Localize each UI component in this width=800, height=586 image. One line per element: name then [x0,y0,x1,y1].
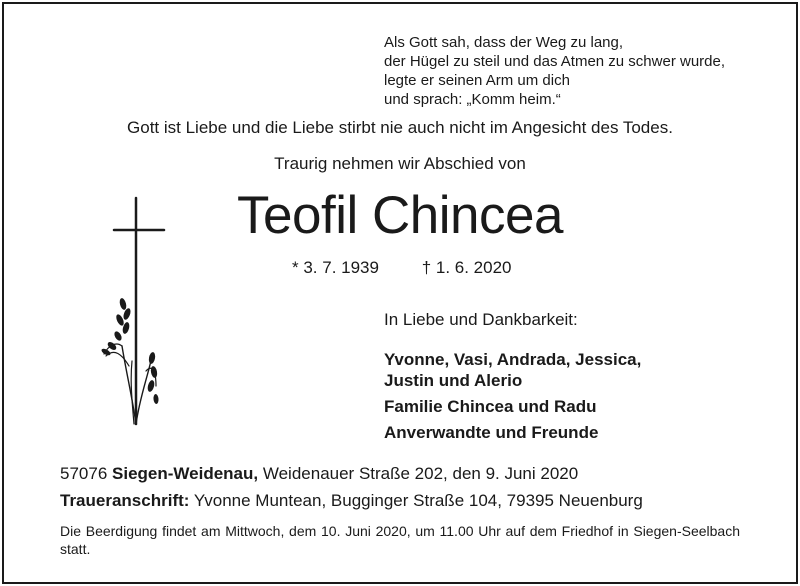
family-line: Yvonne, Vasi, Andrada, Jessica, [384,350,642,369]
life-dates [292,258,512,278]
family-line: Familie Chincea und Radu [384,397,597,416]
death-date: † 1. 6. 2020 [421,258,512,277]
intro-text: Traurig nehmen wir Abschied von [274,154,526,173]
cross-with-wheat-icon [96,196,176,426]
postal-code: 57076 [60,464,108,483]
address-block [60,460,643,514]
street-date: Weidenauer Straße 202, den 9. Juni 2020 [262,464,579,483]
poem-line: Als Gott sah, dass der Weg zu lang, [384,34,624,51]
mourning-address-label: Traueranschrift: [60,491,190,510]
funeral-info: Die Beerdigung findet am Mittwoch, dem 10. Juni 2020, um 11.00 Uhr auf dem Friedhof in Siegen-Seelbach statt. [60,523,740,557]
birth-date: * 3. 7. 1939 [292,258,379,277]
poem-line: und sprach: „Komm heim.“ [384,91,561,108]
deceased-name: Teofil Chincea [237,186,563,245]
mourners [384,310,641,443]
poem [384,33,725,109]
family-list [384,349,641,443]
thanks-line: In Liebe und Dankbarkeit: [384,310,578,329]
city: Siegen-Weidenau, [112,464,259,483]
poem-line: legte er seinen Arm um dich [384,72,570,89]
family-line: Justin und Alerio [384,371,523,390]
poem-line: der Hügel zu steil und das Atmen zu schwer wurde, [384,53,726,70]
motto: Gott ist Liebe und die Liebe stirbt nie auch nicht im Angesicht des Todes. [127,118,673,137]
mourning-address-line [60,487,643,514]
mourning-address: Yvonne Muntean, Bugginger Straße 104, 79395 Neuenburg [193,491,643,510]
place-date-line [60,460,643,487]
family-line: Anverwandte und Freunde [384,423,599,442]
